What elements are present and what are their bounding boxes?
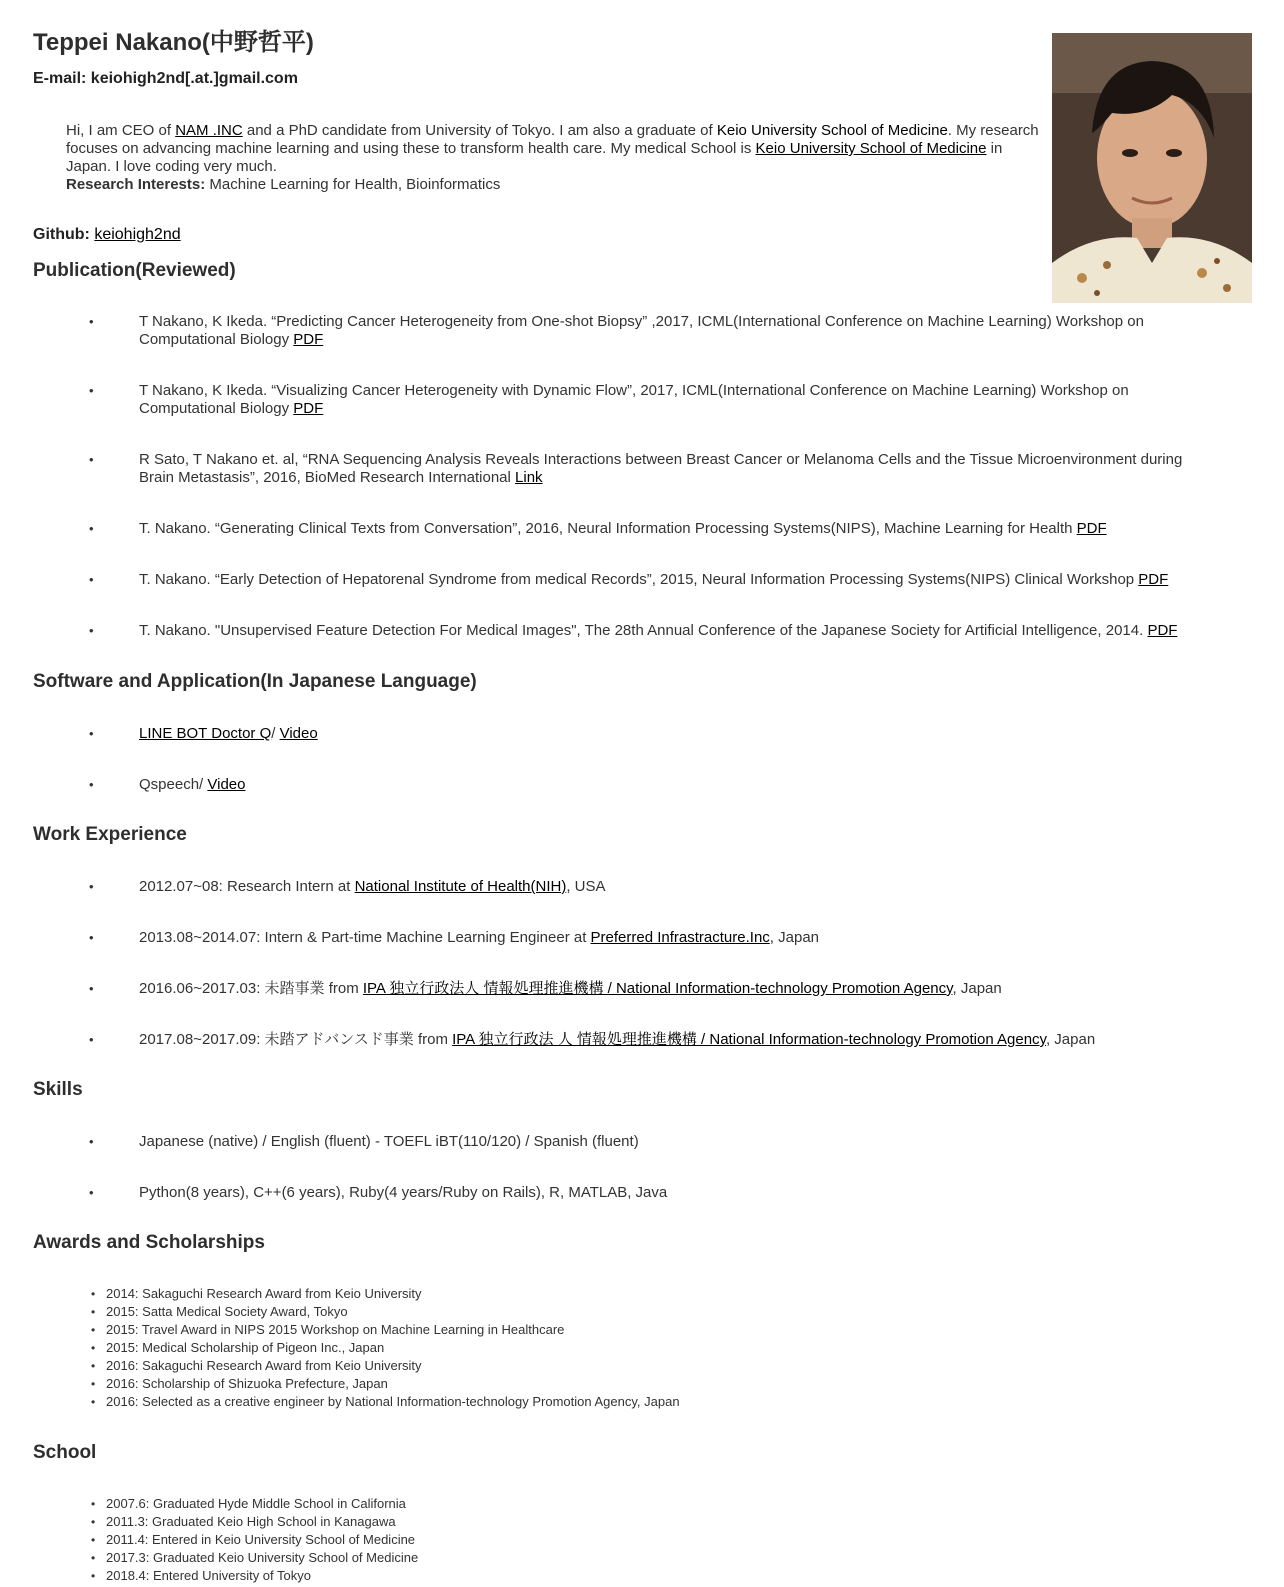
work-location: , Japan [952,980,1002,997]
award-item: • 2014: Sakaguchi Research Award from Keio University [0,1285,1000,1303]
publication-pdf-link[interactable]: PDF [1076,520,1107,537]
school-item: • 2017.3: Graduated Keio University School of Medicine [0,1549,1000,1567]
publication-text: T. Nakano. “Generating Clinical Texts from Conversation”, 2016, Neural Information Processing Systems(NIPS), Machine Learning for Health [139,520,1077,537]
publication-item [0,520,1200,538]
work-location: , Japan [1045,1031,1096,1048]
publication-item [0,382,1200,418]
email-address: keiohigh2nd[.at.]gmail.com [90,70,298,87]
software-item [0,776,1200,794]
work-text: 2012.07~08: Research Intern at [139,878,355,895]
work-item [0,980,1200,998]
school-item: • 2011.4: Entered in Keio University School of Medicine [0,1531,1000,1549]
work-item [0,878,1200,896]
email-line [33,70,298,88]
work-location: , USA [566,878,606,895]
software-item [0,725,1200,743]
publication-pdf-link[interactable]: PDF [293,400,324,417]
skill-item: • Python(8 years), C++(6 years), Ruby(4 years/Ruby on Rails), R, MATLAB, Java [0,1184,1200,1202]
work-org-link[interactable]: National Institute of Health(NIH) [354,878,567,895]
award-item: • 2016: Scholarship of Shizuoka Prefecture, Japan [0,1375,1000,1393]
award-item: • 2015: Satta Medical Society Award, Tokyo [0,1303,1000,1321]
page-title: Teppei Nakano(中野哲平) [33,29,314,56]
company-link[interactable]: NAM .INC [175,122,243,139]
separator: / [271,725,280,742]
award-item: • 2016: Sakaguchi Research Award from Keio University [0,1357,1000,1375]
intro-text-4: in Japan. I love coding very much. [66,140,1003,175]
award-item: • 2015: Medical Scholarship of Pigeon Inc., Japan [0,1339,1000,1357]
qspeech-video-link[interactable]: Video [207,776,246,793]
publication-text: T Nakano, K Ikeda. “Predicting Cancer Heterogeneity from One-shot Biopsy” ,2017, ICML(International Conference on Machine Learning) Workshop on Computational Biology [139,313,1144,348]
publications-list [0,313,1200,673]
interests-text: Machine Learning for Health, Bioinformatics [205,176,501,193]
publication-item [0,622,1200,640]
work-text: 2013.08~2014.07: Intern & Part-time Machine Learning Engineer at [139,929,591,946]
qspeech-text: Qspeech/ [139,776,208,793]
publication-text: T. Nakano. “Early Detection of Hepatorenal Syndrome from medical Records”, 2015, Neural Information Processing Systems(NIPS) Clinical Workshop [139,571,1139,588]
publication-item [0,313,1200,349]
profile-photo [1052,33,1252,303]
skills-heading: Skills [33,1079,83,1100]
awards-heading: Awards and Scholarships [33,1232,265,1253]
github-line [33,226,181,244]
award-item: • 2016: Selected as a creative engineer by National Information-technology Promotion Agency, Japan [0,1393,1000,1411]
school-link[interactable]: Keio University School of Medicine [755,140,987,157]
publication-pdf-link[interactable]: PDF [1138,571,1169,588]
email-label: E-mail: [33,70,87,87]
intro-text-3: . My research focuses on advancing machine learning and using these to transform health care. My medical School is [66,122,1039,157]
intro-text-1: Hi, I am CEO of [66,122,176,139]
school-name: Keio University School of Medicine [716,122,948,139]
work-org-link[interactable]: IPA 独立行政法 人 情報処理推進機構 / National Information-technology Promotion Agency [452,1031,1046,1048]
work-text: 2017.08~2017.09: 未踏アドバンスド事業 from [139,1031,453,1048]
publication-item [0,451,1200,487]
work-org-link[interactable]: Preferred Infrastracture.Inc [590,929,770,946]
work-text: 2016.06~2017.03: 未踏事業 from [139,980,363,997]
publication-link[interactable]: Link [515,469,543,486]
intro-text-2: and a PhD candidate from University of Tokyo. I am also a graduate of [242,122,717,139]
skills-list [0,1133,1200,1235]
skill-item: • Japanese (native) / English (fluent) - TOEFL iBT(110/120) / Spanish (fluent) [0,1133,1200,1151]
work-item [0,1031,1200,1049]
work-list [0,878,1200,1082]
school-item: • 2018.4: Entered University of Tokyo [0,1567,1000,1585]
github-label: Github: [33,226,90,243]
work-item [0,929,1200,947]
work-location: , Japan [769,929,820,946]
github-link[interactable]: keiohigh2nd [94,226,181,243]
work-heading: Work Experience [33,824,187,845]
awards-list [0,1285,1000,1411]
publication-pdf-link[interactable]: PDF [1147,622,1178,639]
school-item: • 2007.6: Graduated Hyde Middle School in California [0,1495,1000,1513]
school-heading: School [33,1442,97,1463]
school-item: • 2011.3: Graduated Keio High School in Kanagawa [0,1513,1000,1531]
work-org-link[interactable]: IPA 独立行政法人 情報処理推進機構 / National Information-technology Promotion Agency [362,980,953,997]
publications-heading: Publication(Reviewed) [33,260,236,281]
interests-label: Research Interests: [66,176,206,193]
software-list [0,725,1200,827]
software-heading: Software and Application(In Japanese Language) [33,671,477,692]
publication-text: T. Nakano. "Unsupervised Feature Detection For Medical Images", The 28th Annual Conference of the Japanese Society for Artificial Intelligence, 2014. [139,622,1148,639]
publication-text: R Sato, T Nakano et. al, “RNA Sequencing Analysis Reveals Interactions between Breast Cancer or Melanoma Cells and the Tissue Microenvironment during Brain Metastasis”, 2016, BioMed Research International [139,451,1183,486]
publication-pdf-link[interactable]: PDF [293,331,324,348]
publication-text: T Nakano, K Ikeda. “Visualizing Cancer Heterogeneity with Dynamic Flow”, 2017, ICML(International Conference on Machine Learning) Workshop on Computational Biology [139,382,1129,417]
school-list [0,1495,1000,1585]
award-item: • 2015: Travel Award in NIPS 2015 Workshop on Machine Learning in Healthcare [0,1321,1000,1339]
line-bot-video-link[interactable]: Video [279,725,318,742]
publication-item [0,571,1200,589]
intro-paragraph [66,122,1051,194]
line-bot-link[interactable]: LINE BOT Doctor Q [139,725,272,742]
